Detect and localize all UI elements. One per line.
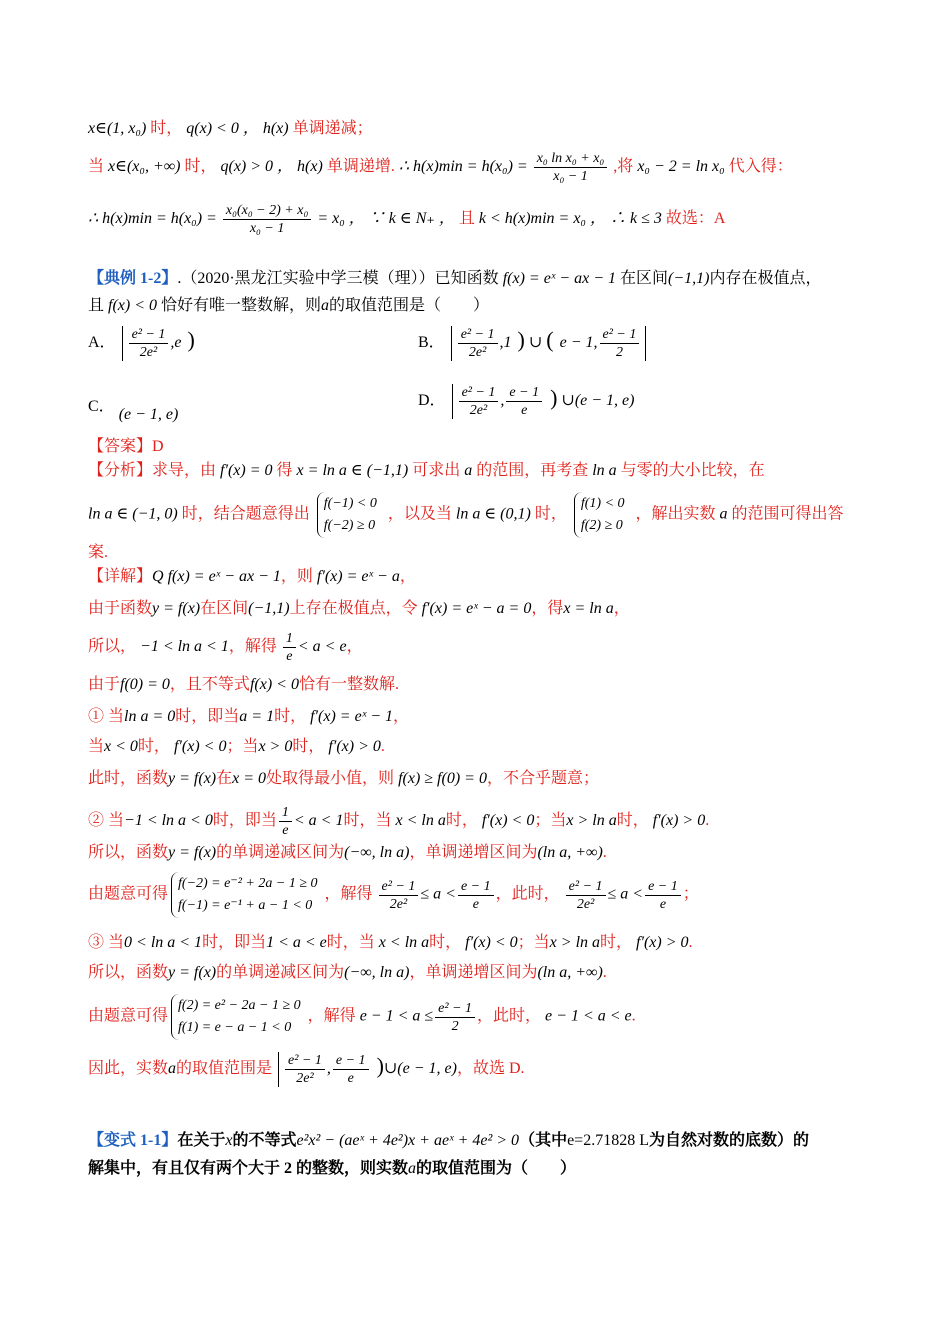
analysis-label: 【分析】 [88,462,153,479]
text: 内存在极值点， [709,270,822,287]
option-a: A． $\frac{\text{e² − 1}}{\text{2e²}}$ ,e ) [88,327,195,360]
option-d: D． $\frac{\text{e² − 1}}{\text{2e²}}$ , $\frac{e - 1}{e}$ ) ∪(e − 1, e) [418,385,635,418]
text: ,将 [613,158,634,176]
math: q(x) > 0 ， h(x) [220,158,323,176]
example-line-2 [88,295,870,317]
option-label: D． [418,392,446,410]
analysis-line-2: ln a ∈ (−1, 0) 时，结合题意得出 f(−1) < 0 f(−2) ≥ 0 ，以及当 ln a ∈ (0,1) 时， f(1) < 0 f(2) ≥ 0 ，解出实数 a 的范围可得出答 [88,492,870,538]
detail-line-5: ① 当ln a = 0时，即当a = 1时， f′(x) = eˣ − 1， [88,708,410,725]
detail-label: 【详解】 [88,568,153,585]
math: (e − 1, e) [118,406,179,423]
detail-line-9: 所以，函数y = f(x)的单调递减区间为(−∞, ln a)，单调递增区间为(ln a, +∞). [88,844,607,861]
option-b: B． $\frac{\text{e² − 1}}{\text{2e²}}$ ,1 ) ∪ ( e − 1, $\frac{\text{e² − 1}}{2}$ [418,326,648,361]
math: ∴ h(x)min = h(x₀) = [88,210,217,228]
detail-line-4: 由于f(0) = 0，且不等式f(x) < 0恰有一整数解. [88,676,399,693]
detail-line-11: ③ 当0 < ln a < 1时，即当1 < a < e时，当 x < ln a时， f′(x) < 0；当x > ln a时， f′(x) > 0. [88,934,693,951]
proof-line-2 [88,150,870,185]
text: 的取值范围是（ ） [329,297,490,314]
answer: 【答案】D [88,438,164,455]
text: 单调递增. [326,158,395,176]
math: a [321,297,330,314]
example-heading [88,268,870,290]
detail-line-3: 所以， −1 < ln a < 1，解得 $\frac{1}{e}$ < a < e， [88,631,363,664]
text: 时， [150,120,183,137]
detail-line-7: 此时，函数y = f(x)在x = 0处取得最小值，则 f(x) ≥ f(0) = 0，不合乎题意； [88,770,599,787]
detail-line-1: 【详解】Q f(x) = eˣ − ax − 1，则 f′(x) = eˣ − a， [88,568,416,585]
text: 在区间 [620,270,669,287]
math: (−1,1) [668,270,710,287]
detail-line-13: 由题意可得f(2) = e² − 2a − 1 ≥ 0 f(1) = e − a − 1 < 0，解得 e − 1 < a ≤ $\frac{\text{e² − 1}}{2}$ ，此时， e − 1 < a < e. [88,994,870,1040]
detail-line-2: 由于函数y = f(x)在区间(−1,1)上存在极值点，令 f′(x) = eˣ − a = 0，得x = ln a， [88,600,630,617]
detail-line-6: 当x < 0时， f′(x) < 0；当x > 0时， f′(x) > 0. [88,738,385,755]
option-c [88,396,179,423]
option-label: C． [88,398,115,415]
detail-line-10: 由题意可得f(−2) = e⁻² + 2a − 1 ≥ 0 f(−1) = e⁻¹ + a − 1 < 0，解得 $\frac{\text{e² − 1}}{\text{2e²}}$ ≤ a < $\frac{e - 1}{e}$ ，此时， $\frac{\text{e² − 1}}{\text{2e²}}$ ≤ a < $\frac{e - 1}{e}$ ； [88,872,870,918]
analysis-line-3: 案. [88,544,109,561]
math: f(x) = eˣ − ax − 1 [502,270,616,287]
text: 当 [88,158,105,176]
interval: $\frac{\text{e² − 1}}{\text{2e²}}$ ,e [122,326,186,361]
text: 故选：A [665,210,726,228]
detail-line-12: 所以，函数y = f(x)的单调递减区间为(−∞, ln a)，单调递增区间为(ln a, +∞). [88,964,607,981]
text: 单调递减； [292,120,373,137]
detail-line-8: ② 当−1 < ln a < 0时，即当 $\frac{1}{e}$ < a < 1时，当 x < ln a时， f′(x) < 0；当x > ln a时， f′(x) > 0. [88,805,710,838]
proof-line-1 [88,118,870,140]
option-label: A． [88,334,116,352]
proof-line-3 [88,202,870,237]
analysis-line-1: 【分析】求导，由 f′(x) = 0 得 x = ln a ∈ (−1,1) 可求出 a 的范围，再考查 ln a 与零的大小比较，在 [88,462,765,479]
example-tag: 【典例 1-2】 [88,270,178,287]
equation-system: f(1) < 0 f(2) ≥ 0 [574,492,629,538]
text: 恰好有唯一整数解，则 [161,297,322,314]
equation-system: f(−1) < 0 f(−2) ≥ 0 [317,492,381,538]
text: 且 [88,297,105,314]
variant-line-1: 【变式 1-1】在关于x的不等式e²x² − (aeˣ + 4e²)x + aeˣ + 4e² > 0（其中e=2.71828 L为自然对数的底数）的 [88,1132,809,1149]
detail-line-14: 因此，实数a的取值范围是 $\frac{\text{e² − 1}}{\text{2e²}}$ , $\frac{e - 1}{e}$ )∪(e − 1, e)，故选 D. [88,1053,525,1086]
math: f(x) < 0 [108,297,158,314]
math: x∈(x₀, +∞) [108,158,181,176]
math: q(x) < 0 ， h(x) [186,120,289,137]
math: x₀ − 2 = ln x₀ [637,158,725,176]
text: 时， [184,158,217,176]
math: = x₀ ， ∵ k ∈ N₊ ， [317,210,455,228]
math: k < h(x)min = x₀ ， ∴ k ≤ 3 [478,210,662,228]
text: .（2020·黑龙江实验中学三模（理））已知函数 [177,270,499,287]
option-label: B． [418,334,445,352]
variant-line-2: 解集中，有且仅有两个大于 2 的整数，则实数a的取值范围为（ ） [88,1160,577,1177]
math: x∈(1, x₀) [88,120,147,137]
answer-line [88,436,870,458]
text: 且 [458,210,475,228]
text: 代入得： [728,158,793,176]
fraction: $\frac{\text{x₀(x₀ − 2) + x₀}}{\text{x₀ − 1}}$ [223,202,311,237]
fraction: $\frac{\text{x₀ ln x₀ + x₀}}{\text{x₀ − 1}}$ [534,150,608,185]
math: ∴ h(x)min = h(x₀) = [398,158,528,176]
variant-tag: 【变式 1-1】 [88,1132,178,1149]
